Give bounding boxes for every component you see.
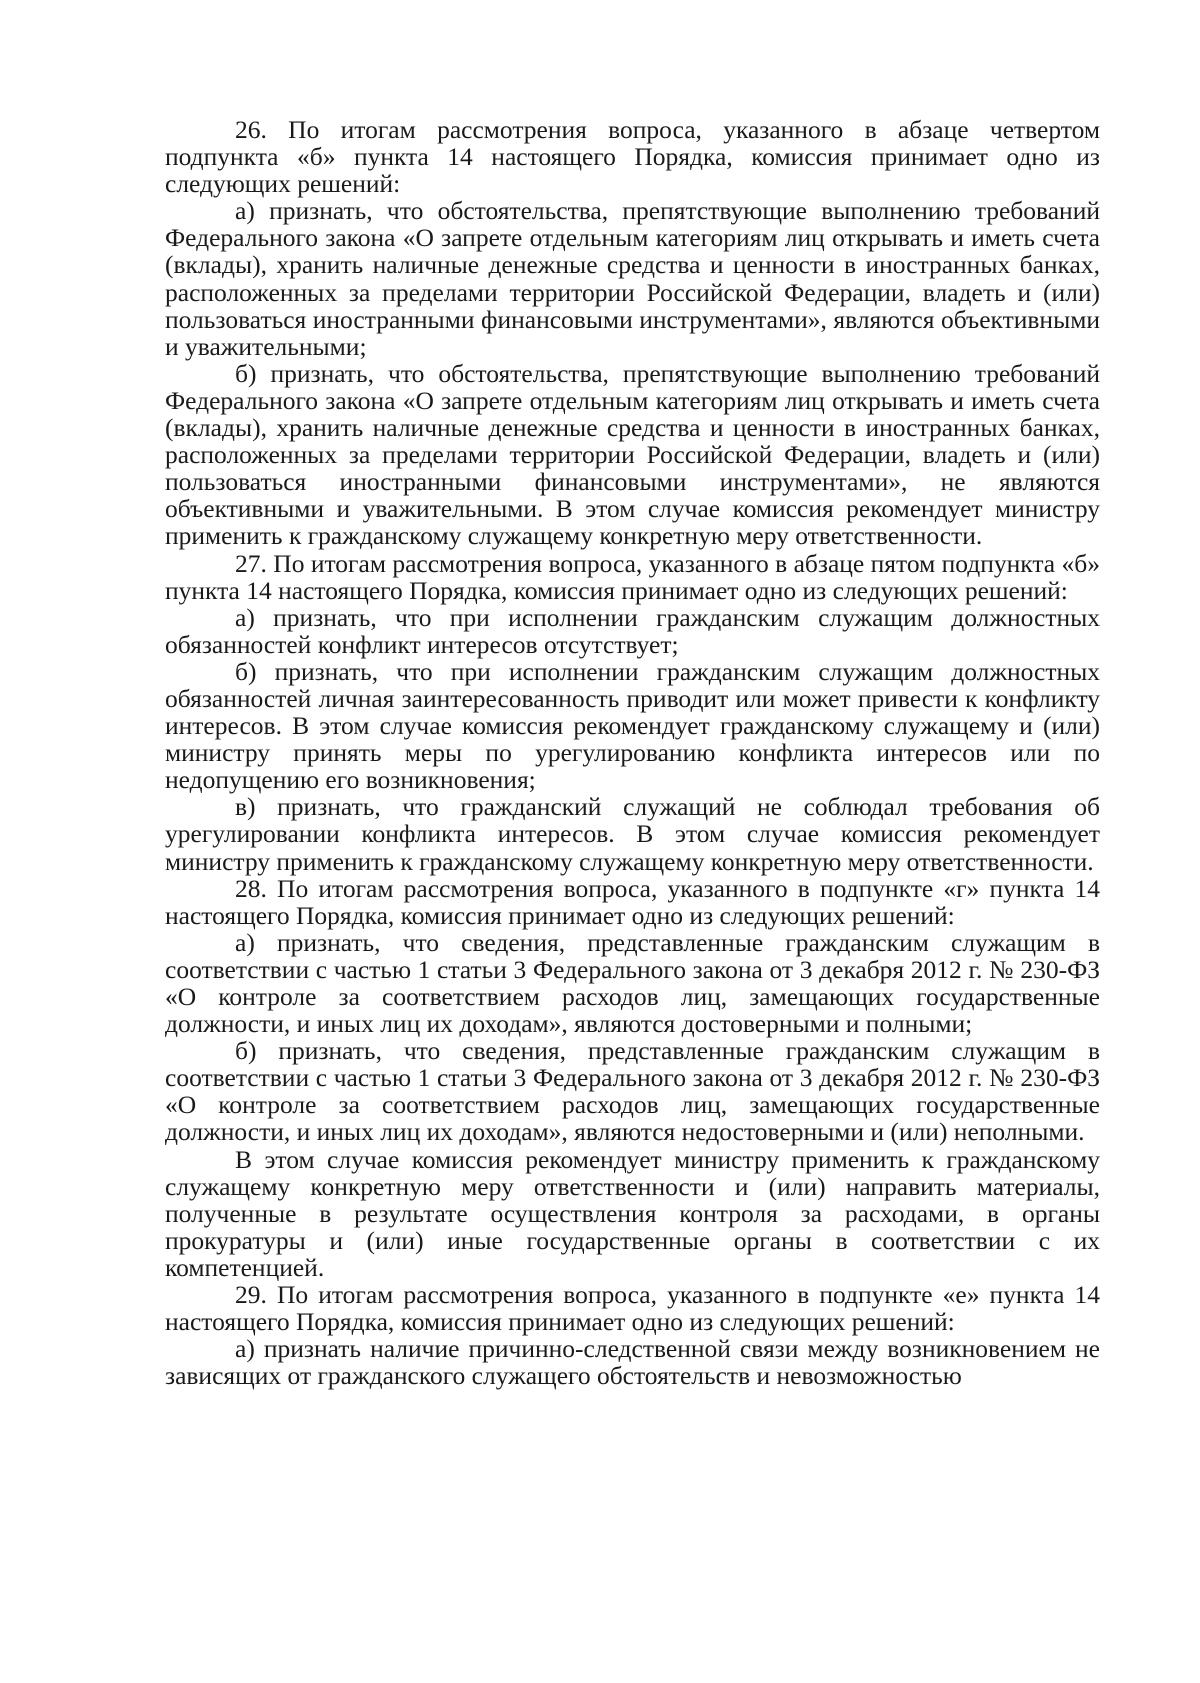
paragraph-28: 28. По итогам рассмотрения вопроса, указанного в подпункте «г» пункта 14 настоящего Порядка, комиссия принимает одно из следующих решений: [165, 873, 1100, 930]
paragraph-29: 29. По итогам рассмотрения вопроса, указанного в подпункте «е» пункта 14 настоящего Порядка, комиссия принимает одно из следующих решений: [165, 1280, 1100, 1337]
paragraph-27-b: б) признать, что при исполнении гражданским служащим должностных обязанностей личная заинтересованность приводит или может привести к конфликту интересов. В этом случае комиссия рекомендует гражданскому служащему и (или) министру принять меры по урегулированию конфликта интересов или по недопущению его возникновения; [165, 656, 1100, 795]
paragraph-28-note: В этом случае комиссия рекомендует министру применить к гражданскому служащему конкретную меру ответственности и (или) направить материалы, полученные в результате осуществления контроля за расходами, в органы прокуратуры и (или) иные государственные органы в соответствии с их компетенцией. [165, 1144, 1100, 1282]
paragraph-26: 26. По итогам рассмотрения вопроса, указанного в абзаце четвертом подпункта «б» пункта 14 настоящего Порядка, комиссия принимает одно из следующих решений: [165, 115, 1100, 199]
paragraph-26-b: б) признать, что обстоятельства, препятствующие выполнению требований Федерального закона «О запрете отдельным категориям лиц открывать и иметь счета (вклады), хранить наличные денежные средства и ценности в иностранных банках, расположенных за пределами территории Российской Федерации, владеть и (или) пользоваться иностранными финансовыми инструментами», не являются объективными и уважительными. В этом случае комиссия рекомендует министру применить к гражданскому служащему конкретную меру ответственности. [165, 358, 1100, 551]
paragraph-28-a: а) признать, что сведения, представленные гражданским служащим в соответствии с частью 1 статьи 3 Федерального закона от 3 декабря 2012 г. № 230-ФЗ «О контроле за соответствием расходов лиц, замещающих государственные должности, и иных лиц их доходам», являются достоверными и полными; [165, 927, 1100, 1039]
document-page [165, 116, 1100, 1389]
paragraph-28-b: б) признать, что сведения, представленные гражданским служащим в соответствии с частью 1 статьи 3 Федерального закона от 3 декабря 2012 г. № 230-ФЗ «О контроле за соответствием расходов лиц, замещающих государственные должности, и иных лиц их доходам», являются недостоверными и (или) неполными. [165, 1036, 1100, 1147]
paragraph-27-v: в) признать, что гражданский служащий не соблюдал требования об урегулировании конфликта интересов. В этом случае комиссия рекомендует министру применить к гражданскому служащему конкретную меру ответственности. [165, 792, 1100, 876]
paragraph-29-a: а) признать наличие причинно-следственной связи между возникновением не зависящих от гражданского служащего обстоятельств и невозможностью [165, 1334, 1100, 1391]
paragraph-27: 27. По итогам рассмотрения вопроса, указанного в абзаце пятом подпункта «б» пункта 14 настоящего Порядка, комиссия принимает одно из следующих решений: [165, 548, 1100, 605]
paragraph-26-a: а) признать, что обстоятельства, препятствующие выполнению требований Федерального закона «О запрете отдельным категориям лиц открывать и иметь счета (вклады), хранить наличные денежные средства и ценности в иностранных банках, расположенных за пределами территории Российской Федерации, владеть и (или) пользоваться иностранными финансовыми инструментами», являются объективными и уважительными; [165, 196, 1100, 361]
paragraph-27-a: а) признать, что при исполнении гражданским служащим должностных обязанностей конфликт интересов отсутствует; [165, 602, 1100, 659]
